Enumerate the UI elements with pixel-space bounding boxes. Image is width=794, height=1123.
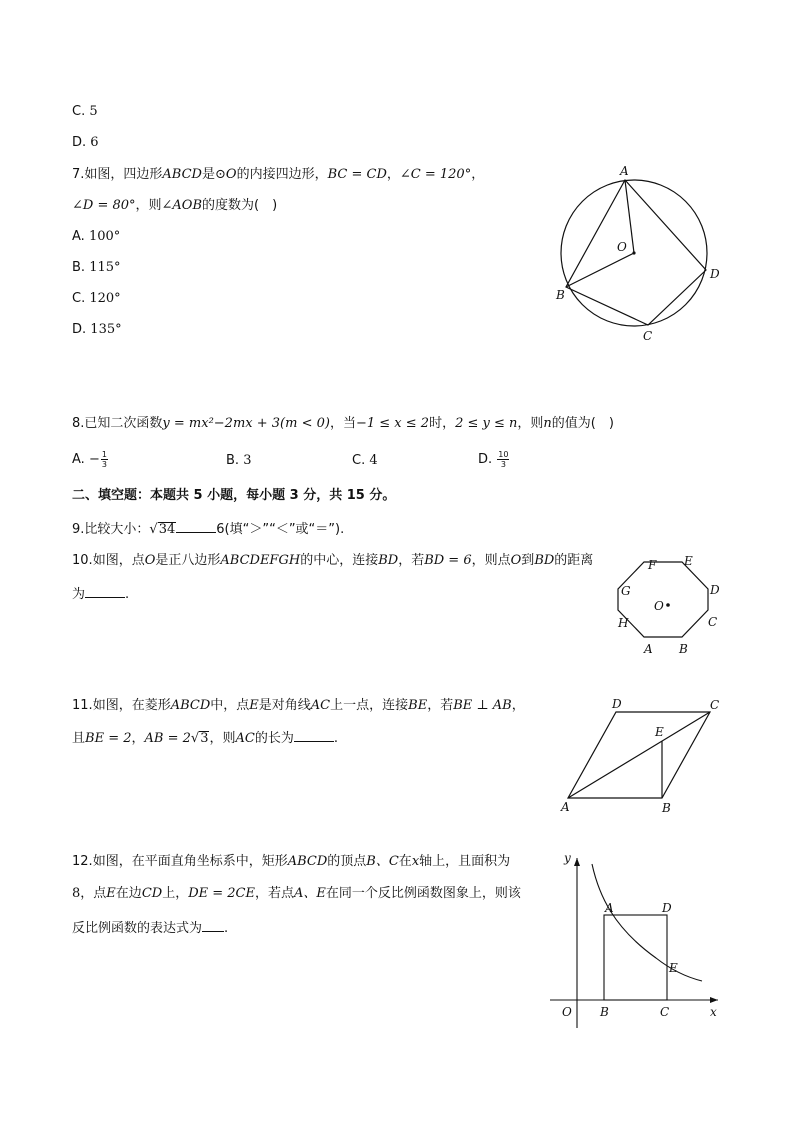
text: ，则	[517, 416, 544, 431]
text: ，	[511, 698, 525, 713]
q6-option-d	[72, 134, 99, 152]
label-c: C	[710, 698, 720, 712]
text: 为	[72, 587, 86, 602]
diagonal-ac	[568, 712, 710, 798]
text: 如图，在平面直角坐标系中，矩形	[92, 854, 288, 869]
math: −1 ≤ x ≤ 2	[355, 416, 430, 431]
q7-option-c	[72, 290, 121, 308]
q10-figure-octagon	[612, 552, 724, 660]
q8-option-a	[72, 450, 108, 469]
math: BE	[408, 698, 428, 713]
label-f: F	[648, 558, 657, 572]
center-point	[666, 603, 670, 607]
text: 的值为( )	[551, 416, 614, 431]
label-x: x	[710, 1005, 717, 1019]
math: AC	[235, 731, 255, 746]
label-c: C	[660, 1005, 670, 1019]
text: 在	[398, 854, 412, 869]
text: 的内接四边形，	[236, 167, 328, 182]
radicand: 3	[200, 731, 209, 746]
text: ，若	[427, 698, 454, 713]
text: 在同一个反比例函数图象上，则该	[325, 886, 521, 901]
q7-figure-inscribed-quadrilateral	[548, 160, 728, 350]
math: BC = CD	[327, 167, 387, 182]
math: 8	[72, 886, 81, 901]
numerator: 1	[101, 450, 107, 459]
center-point	[632, 251, 635, 254]
option-letter: A.	[72, 452, 85, 467]
segment-bo	[566, 253, 634, 287]
label-b: B	[679, 642, 688, 656]
text: ，则	[135, 198, 162, 213]
math: DE = 2CE	[188, 886, 255, 901]
section-2-heading: 二、填空题：本题共 5 小题，每小题 3 分，共 15 分。	[72, 488, 396, 503]
option-value: 4	[369, 453, 378, 468]
text: 6(填“＞”“＜”或“＝”).	[216, 522, 345, 537]
fraction	[497, 450, 509, 469]
math: ∠D = 80°	[72, 198, 136, 213]
text: 如图，四边形	[84, 167, 163, 182]
label-y: y	[564, 851, 571, 865]
text: ，若点	[254, 886, 294, 901]
y-axis-arrow	[574, 858, 580, 866]
math: BD	[534, 553, 555, 568]
label-b: B	[600, 1005, 609, 1019]
label-c: C	[708, 615, 718, 629]
math: B、C	[366, 854, 399, 869]
text: 比较大小：	[84, 522, 150, 537]
math: ABCDEFGH	[220, 553, 301, 568]
math: E	[106, 886, 116, 901]
option-letter: B.	[72, 260, 86, 275]
text: ，则点	[471, 553, 511, 568]
fraction	[101, 450, 108, 469]
text: 是对角线	[258, 698, 311, 713]
math: n	[543, 416, 552, 431]
text: 是正八边形	[155, 553, 221, 568]
q6-option-c	[72, 103, 98, 121]
text: ，点	[80, 886, 107, 901]
label-o: O	[562, 1005, 572, 1019]
option-letter: C.	[352, 453, 366, 468]
q11-stem-line1	[72, 697, 525, 715]
radicand: 34	[158, 522, 176, 537]
text: 时，	[429, 416, 456, 431]
option-letter: C.	[72, 291, 86, 306]
math: y = mx²−2mx + 3(m < 0)	[162, 416, 330, 431]
math: ABCD	[170, 698, 211, 713]
label-e: E	[655, 725, 664, 739]
option-value: 135°	[90, 322, 122, 337]
option-letter: C.	[72, 104, 86, 119]
option-letter: D.	[478, 452, 493, 467]
text: 是	[201, 167, 215, 182]
text: 上一点，连接	[330, 698, 409, 713]
text: 的长为	[254, 731, 294, 746]
answer-blank[interactable]	[85, 583, 125, 598]
math: AB = 2	[144, 731, 191, 746]
text: .	[224, 921, 229, 936]
text: .	[125, 587, 130, 602]
math: BD = 6	[424, 553, 472, 568]
answer-blank[interactable]	[202, 917, 224, 932]
option-value: 6	[90, 135, 99, 150]
label-h: H	[618, 616, 629, 630]
text: 如图，在菱形	[92, 698, 171, 713]
q7-option-a	[72, 228, 120, 246]
text: 中，点	[210, 698, 250, 713]
label-b: B	[662, 801, 671, 815]
q12-stem-line2	[72, 885, 521, 903]
math: ∠AOB	[161, 198, 203, 213]
text: 到	[521, 553, 535, 568]
text: ，	[131, 731, 145, 746]
radical-sign: √	[190, 731, 200, 746]
option-value: 3	[243, 453, 252, 468]
text: 轴上，且面积为	[419, 854, 511, 869]
label-a: A	[605, 901, 614, 915]
math: CD	[141, 886, 163, 901]
math: BE = 2	[85, 731, 132, 746]
circle-symbol: ⊙	[215, 167, 226, 182]
question-number: 7.	[72, 167, 85, 182]
math: A、E	[294, 886, 326, 901]
text: .	[333, 731, 338, 746]
q7-stem-line1	[72, 166, 484, 184]
numerator: 10	[498, 450, 509, 459]
question-number: 11.	[72, 698, 93, 713]
q7-option-b	[72, 259, 121, 277]
label-d: D	[662, 901, 672, 915]
math: O	[225, 167, 237, 182]
option-letter: D.	[72, 135, 87, 150]
text: 的顶点	[327, 854, 367, 869]
question-number: 12.	[72, 854, 93, 869]
math: 2 ≤ y ≤ n	[455, 416, 518, 431]
q12-figure-coordinate-plane	[546, 848, 728, 1032]
q10-stem-line1	[72, 552, 593, 570]
text: ，若	[398, 553, 425, 568]
math: AC	[310, 698, 331, 713]
text: 的度数为( )	[202, 198, 278, 213]
option-value: 5	[89, 104, 98, 119]
label-o: O	[654, 599, 664, 613]
math: ABCD	[162, 167, 202, 182]
label-d: D	[612, 697, 622, 711]
text: ，则	[209, 731, 236, 746]
question-number: 10.	[72, 553, 93, 568]
label-a: A	[561, 800, 570, 814]
q11-stem-line2	[72, 727, 338, 748]
math: O	[144, 553, 156, 568]
q12-stem-line1	[72, 853, 510, 871]
option-value: 120°	[89, 291, 121, 306]
label-g: G	[621, 584, 631, 598]
label-a: A	[644, 642, 653, 656]
text: ，	[386, 167, 400, 182]
inverse-function-curve	[592, 864, 702, 981]
label-e: E	[669, 961, 678, 975]
math: ∠C = 120°	[399, 167, 472, 182]
math: BE ⊥ AB	[453, 698, 512, 713]
q7-option-d	[72, 321, 122, 339]
answer-blank[interactable]	[294, 727, 334, 742]
text: ，当	[329, 416, 356, 431]
option-value: 100°	[88, 229, 121, 244]
text: 的距离	[554, 553, 594, 568]
radical-sign: √	[149, 522, 158, 537]
label-b: B	[556, 288, 565, 302]
quadrilateral-abcd	[566, 180, 706, 325]
option-letter: B.	[226, 453, 240, 468]
math: E	[249, 698, 259, 713]
q9-stem	[72, 518, 344, 539]
math: BD	[378, 553, 399, 568]
rectangle-abcd	[604, 915, 667, 1000]
q8-option-d	[478, 450, 509, 469]
math: x	[411, 854, 420, 869]
math: ABCD	[287, 854, 328, 869]
q8-option-c	[352, 452, 378, 470]
label-d: D	[710, 583, 720, 597]
label-d: D	[710, 267, 720, 281]
q12-stem-line3	[72, 917, 228, 938]
q8-option-b	[226, 452, 251, 470]
answer-blank[interactable]	[176, 518, 216, 533]
option-letter: D.	[72, 322, 87, 337]
label-a: A	[620, 164, 629, 178]
text: 上，	[162, 886, 189, 901]
question-number: 9.	[72, 522, 85, 537]
option-letter: A.	[72, 229, 85, 244]
text: 已知二次函数	[84, 416, 163, 431]
denominator: 3	[101, 460, 107, 469]
label-e: E	[684, 554, 693, 568]
denominator: 3	[500, 460, 506, 469]
label-o: O	[617, 240, 627, 254]
q10-stem-line2	[72, 583, 129, 604]
label-c: C	[643, 329, 653, 343]
question-number: 8.	[72, 416, 85, 431]
math: O	[510, 553, 522, 568]
text: 在边	[115, 886, 142, 901]
option-value: 115°	[89, 260, 121, 275]
text: 的中心，连接	[300, 553, 379, 568]
x-axis-arrow	[710, 997, 718, 1003]
text: 如图，点	[92, 553, 145, 568]
q11-figure-rhombus	[554, 690, 730, 820]
text: 且	[72, 731, 86, 746]
sign: −	[88, 452, 100, 467]
text: 反比例函数的表达式为	[72, 921, 203, 936]
q7-stem-line2	[72, 197, 277, 215]
q8-stem	[72, 415, 614, 433]
text: ，	[471, 167, 485, 182]
